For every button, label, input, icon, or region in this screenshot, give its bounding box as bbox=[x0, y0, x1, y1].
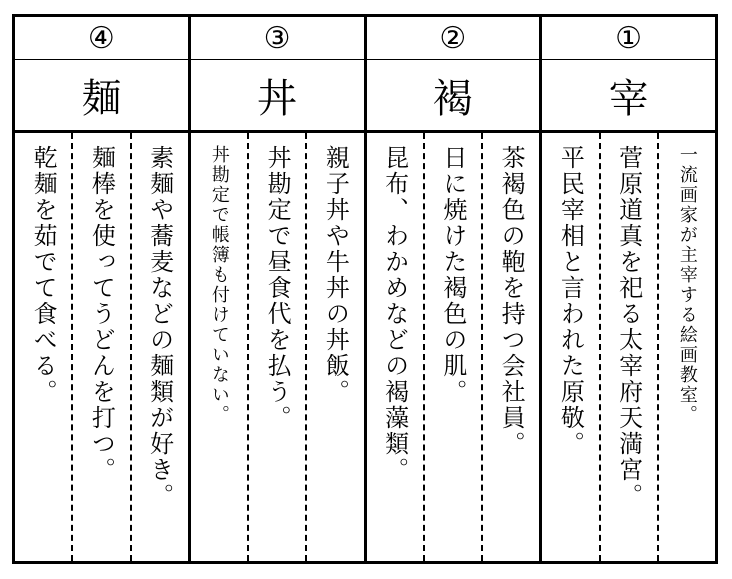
example-sentence: 素麺や蕎麦などの麺類が好き。 bbox=[145, 145, 174, 509]
target-kanji: 丼 bbox=[191, 60, 364, 133]
group-number: ① bbox=[542, 17, 715, 60]
example-sentence: 麺棒を使ってうどんを打つ。 bbox=[87, 145, 116, 483]
kanji-group-2 bbox=[367, 17, 543, 561]
group-number: ④ bbox=[15, 17, 188, 60]
kanji-group-3 bbox=[191, 17, 367, 561]
example-sentence: 茶褐色の鞄を持つ会社員。 bbox=[497, 145, 526, 457]
kanji-group-1 bbox=[542, 17, 715, 561]
sentence-column bbox=[423, 133, 481, 561]
sentence-column bbox=[191, 133, 247, 561]
example-sentence: 乾麺を茹でて食べる。 bbox=[29, 145, 58, 405]
target-kanji: 麺 bbox=[15, 60, 188, 133]
target-kanji: 褐 bbox=[367, 60, 540, 133]
example-sentences bbox=[542, 133, 715, 561]
example-sentences bbox=[15, 133, 188, 561]
kanji-group-4 bbox=[15, 17, 191, 561]
example-sentence: 丼勘定で昼食代を払う。 bbox=[263, 145, 292, 431]
sentence-column bbox=[599, 133, 657, 561]
example-sentence: 親子丼や牛丼の丼飯。 bbox=[321, 145, 350, 405]
sentence-column bbox=[71, 133, 129, 561]
target-kanji: 宰 bbox=[542, 60, 715, 133]
sentence-column bbox=[15, 133, 71, 561]
sentence-column bbox=[305, 133, 363, 561]
example-sentence: 日に焼けた褐色の肌。 bbox=[438, 145, 467, 405]
example-sentence: 平民宰相と言われた原敬。 bbox=[556, 145, 585, 457]
example-sentences bbox=[191, 133, 364, 561]
sentence-column bbox=[367, 133, 423, 561]
example-sentence: 菅原道真を祀る太宰府天満宮。 bbox=[614, 145, 643, 509]
sentence-column bbox=[247, 133, 305, 561]
sentence-column bbox=[542, 133, 598, 561]
sentence-column bbox=[657, 133, 715, 561]
group-number: ③ bbox=[191, 17, 364, 60]
example-sentence: 昆布、わかめなどの褐藻類。 bbox=[380, 145, 409, 483]
example-sentences bbox=[367, 133, 540, 561]
example-sentence: 丼勘定で帳簿も付けていない。 bbox=[208, 145, 230, 425]
kanji-practice-sheet bbox=[12, 14, 718, 564]
sentence-column bbox=[481, 133, 539, 561]
sentence-column bbox=[130, 133, 188, 561]
group-number: ② bbox=[367, 17, 540, 60]
example-sentence: 一流画家が主宰する絵画教室。 bbox=[676, 145, 698, 425]
